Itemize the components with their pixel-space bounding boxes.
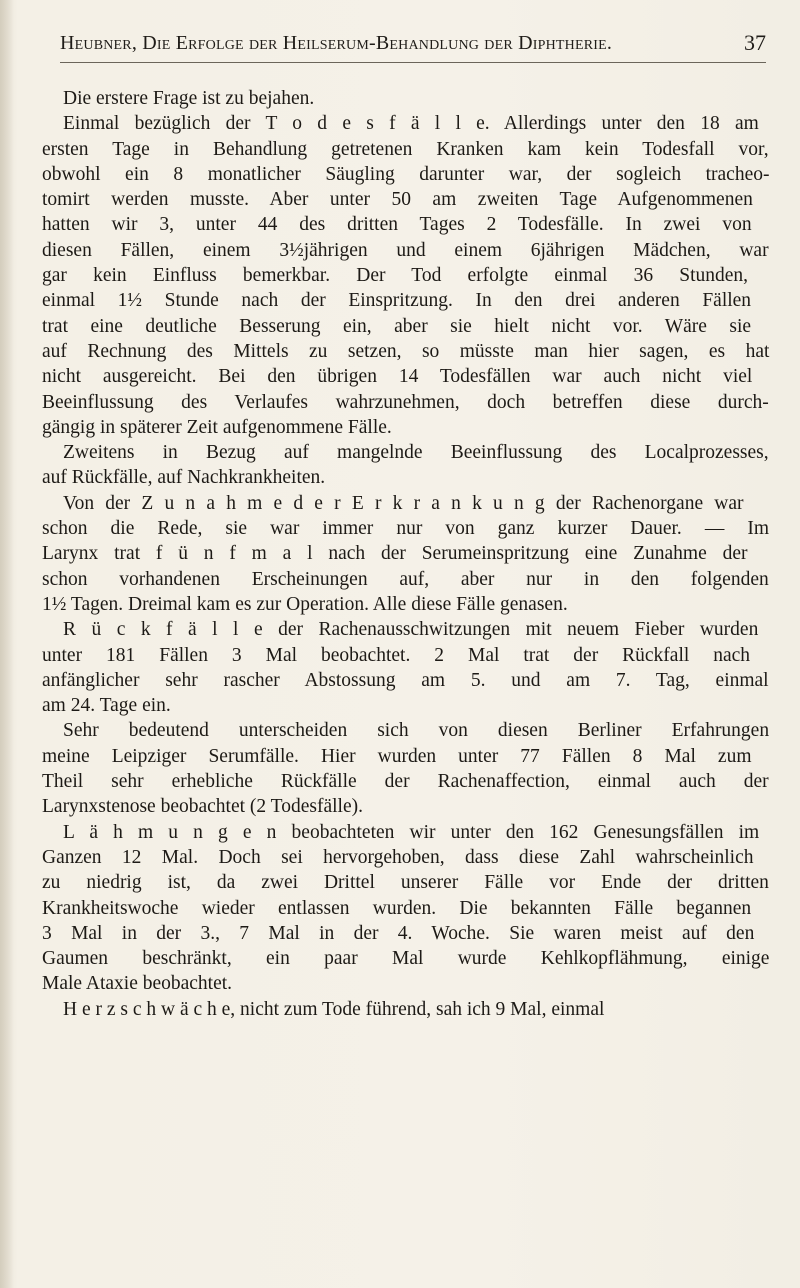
text-line: L ä h m u n g e n beobachteten wir unter den 162 Genesungsfällen im [63, 821, 760, 843]
text-line: tomirt werden musste. Aber unter 50 am zweiten Tage Aufgenommenen [42, 189, 753, 211]
text-line: obwohl ein 8 monatlicher Säugling darunter war, der sogleich tracheo- [42, 163, 770, 185]
text-line: nicht ausgereicht. Bei den übrigen 14 Todesfällen war auch nicht viel [42, 366, 753, 388]
text-line: ersten Tage in Behandlung getretenen Kranken kam kein Todesfall vor, [42, 138, 769, 160]
text-line: diesen Fällen, einem 3½jährigen und einem 6jährigen Mädchen, war [42, 239, 769, 261]
text-line: schon vorhandenen Erscheinungen auf, aber nur in den folgenden [42, 568, 769, 590]
text-line: zu niedrig ist, da zwei Drittel unserer Fälle vor Ende der dritten [42, 872, 769, 894]
text-line: 3 Mal in der 3., 7 Mal in der 4. Woche. Sie waren meist auf den [42, 922, 755, 944]
header-rule [60, 62, 766, 63]
text-line: hatten wir 3, unter 44 des dritten Tages 2 Todesfälle. In zwei von [42, 214, 752, 236]
text-line: unter 181 Fällen 3 Mal beobachtet. 2 Mal trat der Rückfall nach [42, 644, 751, 666]
text-line: Einmal bezüglich der T o d e s f ä l l e. Allerdings unter den 18 am [63, 113, 759, 135]
text-line: gar kein Einfluss bemerkbar. Der Tod erfolgte einmal 36 Stunden, [42, 265, 749, 287]
text-line: R ü c k f ä l l e der Rachenausschwitzungen mit neuem Fieber wurden [63, 619, 759, 641]
text-line: Theil sehr erhebliche Rückfälle der Rachenaffection, einmal auch der [42, 771, 769, 793]
text-line: auf Rückfälle, auf Nachkrankheiten. [42, 467, 326, 489]
text-line: am 24. Tage ein. [42, 695, 171, 717]
text-line: Krankheitswoche wieder entlassen wurden. Die bekannten Fälle begannen [42, 897, 752, 919]
text-line: Male Ataxie beobachtet. [42, 973, 233, 995]
body-text [42, 86, 769, 1022]
text-line: Von der Z u n a h m e d e r E r k r a n k u n g der Rachenorgane war [63, 492, 744, 514]
text-line: H e r z s c h w ä c h e, nicht zum Tode führend, sah ich 9 Mal, einmal [63, 998, 605, 1020]
text-line: auf Rechnung des Mittels zu setzen, so müsste man hier sagen, es hat [42, 340, 770, 362]
text-line: schon die Rede, sie war immer nur von ganz kurzer Dauer. — Im [42, 518, 770, 540]
text-line: Ganzen 12 Mal. Doch sei hervorgehoben, dass diese Zahl wahrscheinlich [42, 846, 754, 868]
text-line: gängig in späterer Zeit aufgenommene Fälle. [42, 416, 392, 438]
text-line: Larynxstenose beobachtet (2 Todesfälle). [42, 796, 363, 818]
running-title: Heubner, Die Erfolge der Heilserum-Behandlung der Diphtherie. [60, 32, 613, 54]
text-line: anfänglicher sehr rascher Abstossung am 5. und am 7. Tag, einmal [42, 669, 769, 691]
running-head [60, 32, 766, 62]
text-line: Die erstere Frage ist zu bejahen. [63, 88, 315, 109]
text-line: Gaumen beschränkt, ein paar Mal wurde Kehlkopflähmung, einige [42, 948, 770, 970]
text-line: 1½ Tagen. Dreimal kam es zur Operation. Alle diese Fälle genasen. [42, 593, 568, 615]
text-line: einmal 1½ Stunde nach der Einspritzung. In den drei anderen Fällen [42, 290, 752, 312]
text-line: Beeinflussung des Verlaufes wahrzunehmen, doch betreffen diese durch- [42, 391, 769, 413]
binding-shadow [0, 0, 14, 1288]
page-number: 37 [744, 30, 766, 55]
text-line: Sehr bedeutend unterscheiden sich von diesen Berliner Erfahrungen [63, 720, 770, 742]
text-line: Larynx trat f ü n f m a l nach der Serumeinspritzung eine Zunahme der [42, 543, 748, 565]
text-line: Zweitens in Bezug auf mangelnde Beeinflussung des Localprozesses, [63, 442, 769, 464]
text-line: trat eine deutliche Besserung ein, aber sie hielt nicht vor. Wäre sie [42, 315, 752, 337]
text-line: meine Leipziger Serumfälle. Hier wurden unter 77 Fällen 8 Mal zum [42, 745, 752, 767]
